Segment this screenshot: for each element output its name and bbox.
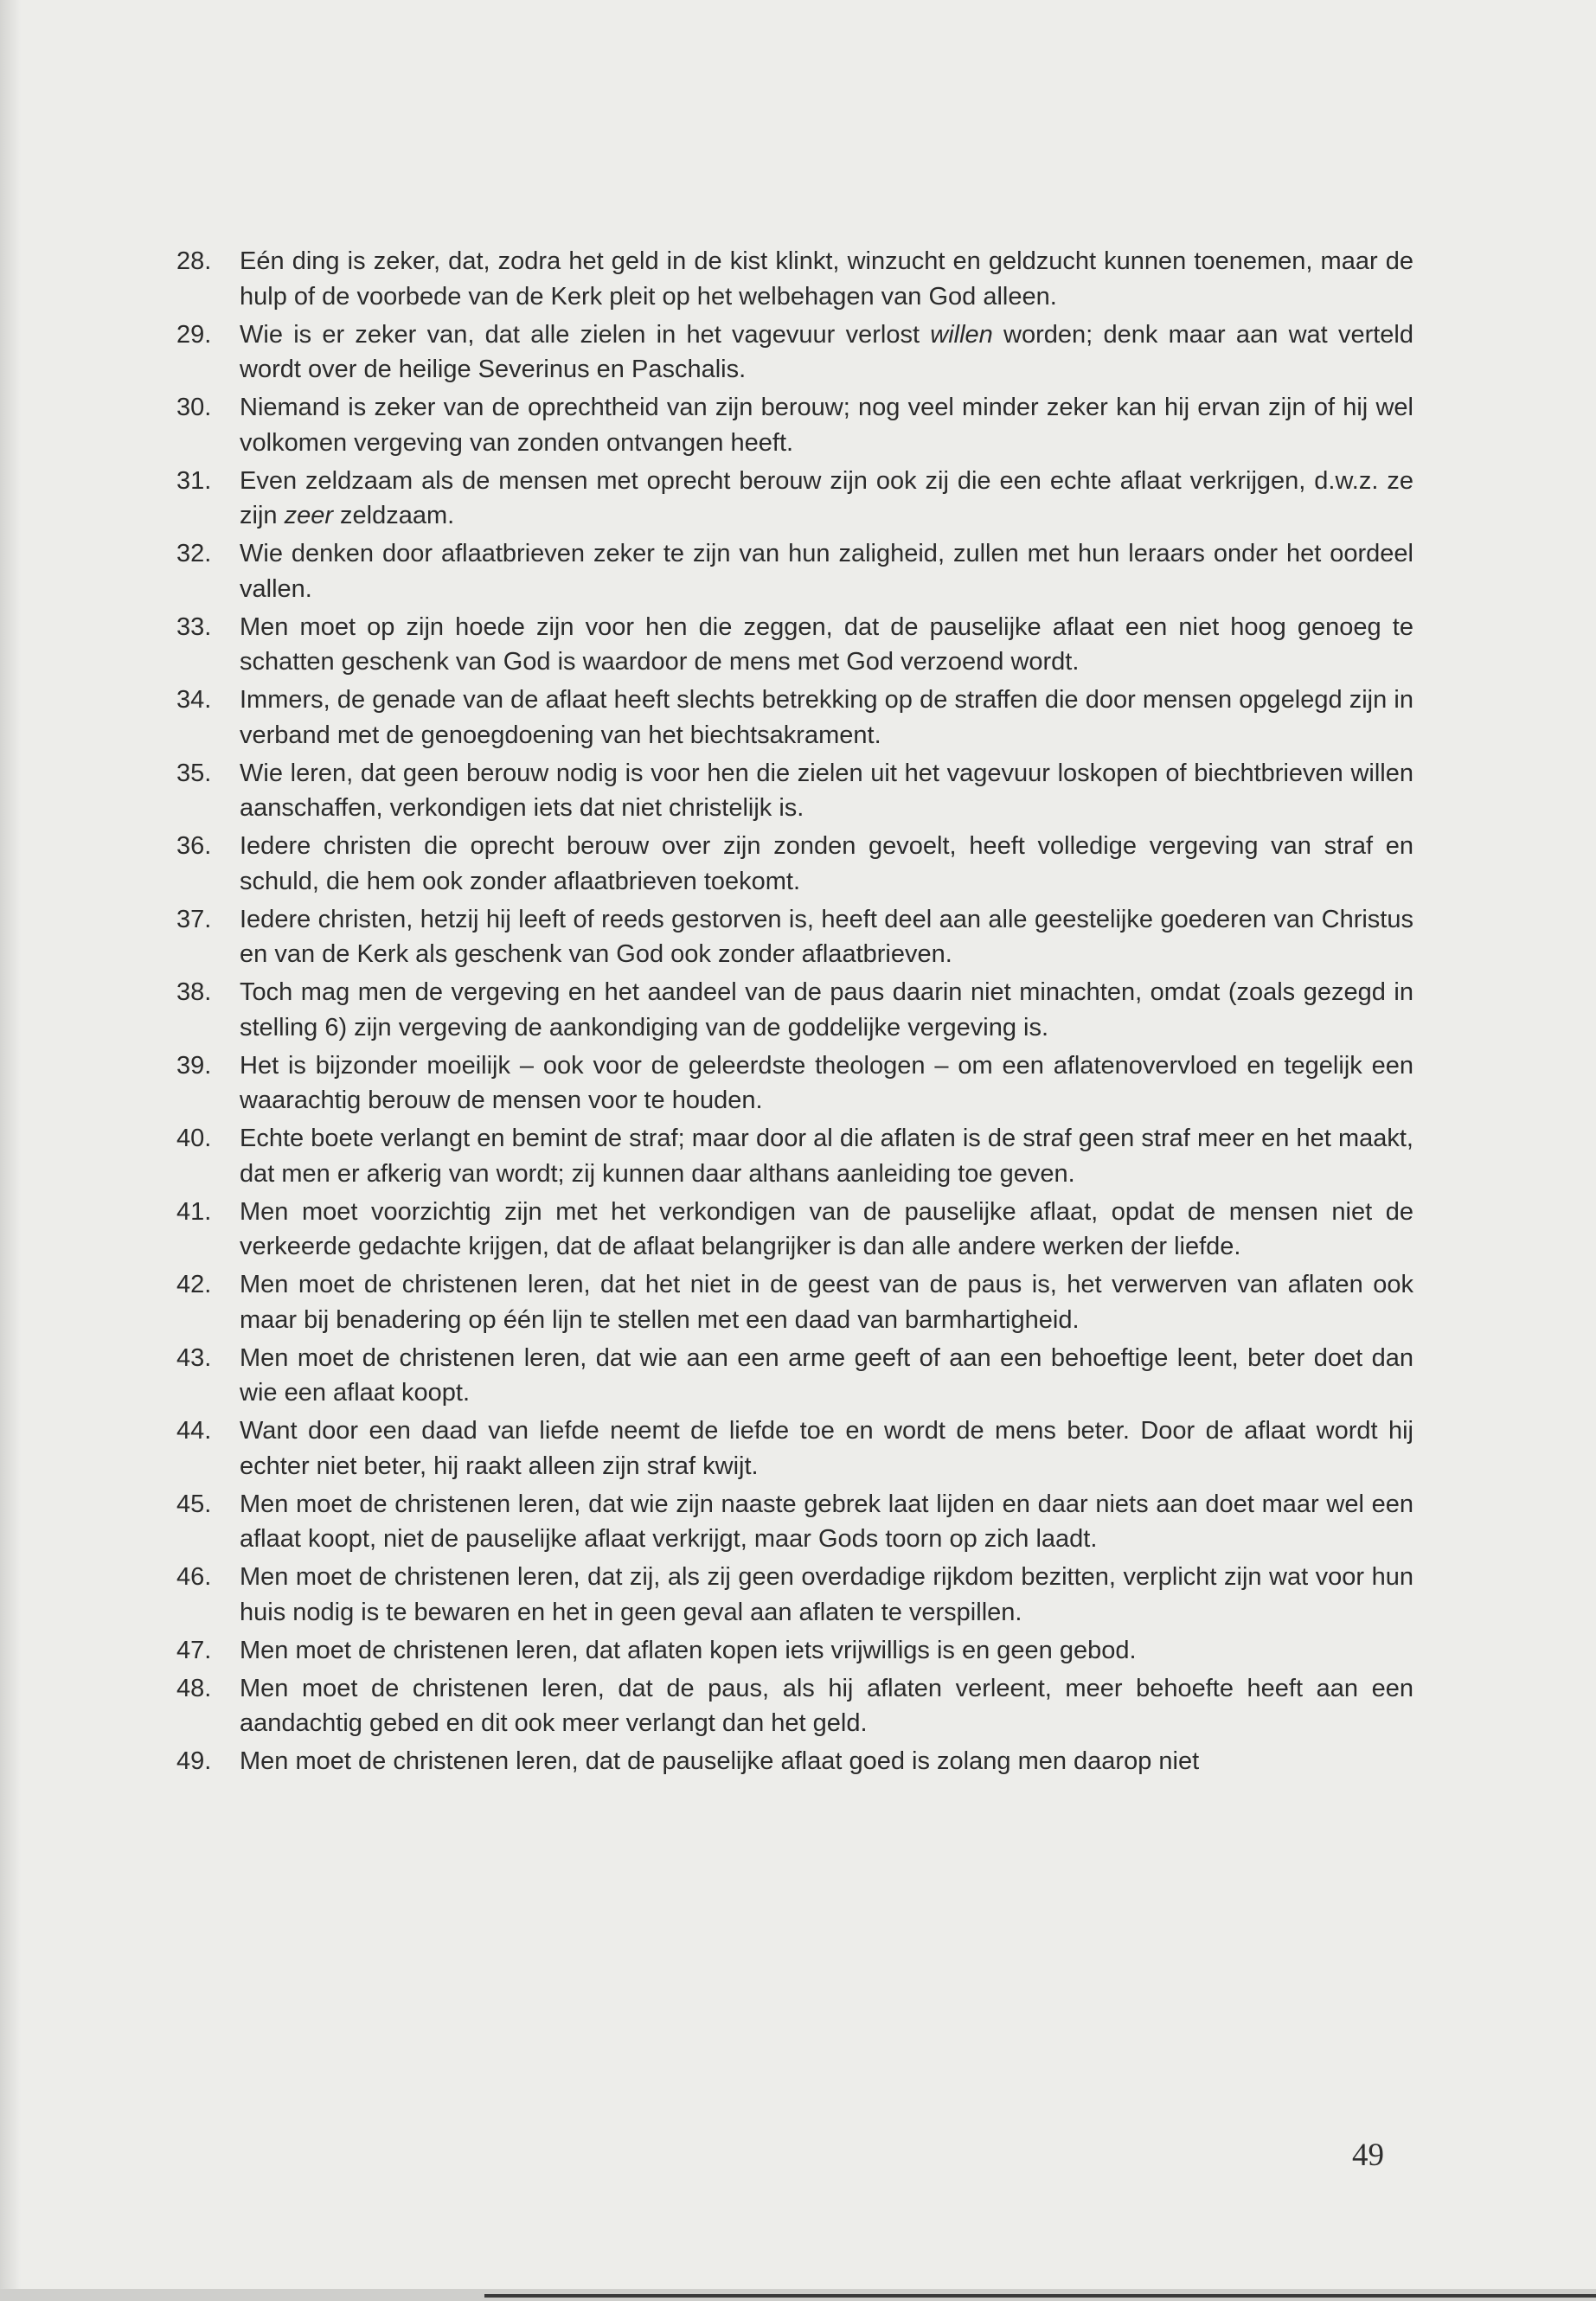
thesis-text-segment: Echte boete verlangt en bemint de straf; maar door al die aflaten is de straf geen straf meer en het maakt, dat men er afkerig van wordt; zij kunnen daar althans aanleiding toe geven. — [240, 1125, 1413, 1188]
thesis-number: 46. — [176, 1563, 212, 1591]
thesis-number: 44. — [176, 1417, 212, 1445]
thesis-text-segment: Men moet de christenen leren, dat aflaten kopen iets vrijwilligs is en geen gebod. — [240, 1636, 1137, 1664]
thesis-text — [240, 394, 1413, 457]
thesis-item — [176, 1267, 1413, 1337]
thesis-text-segment: zeldzaam. — [333, 502, 455, 529]
thesis-number: 47. — [176, 1636, 212, 1664]
thesis-item — [176, 317, 1413, 388]
thesis-text — [240, 1271, 1413, 1334]
thesis-text-segment: Toch mag men de vergeving en het aandeel van de paus daarin niet minachten, omdat (zoals gezegd in stelling 6) zijn vergeving de aankondiging van de goddelijke vergeving is. — [240, 978, 1413, 1042]
thesis-text — [240, 1417, 1413, 1480]
thesis-item — [176, 829, 1413, 899]
thesis-text-segment: Men moet op zijn hoede zijn voor hen die zeggen, dat de pauselijke aflaat een niet hoog genoeg te schatten geschenk van God is waardoor de mens met God verzoend wordt. — [240, 612, 1413, 676]
thesis-text — [240, 1490, 1413, 1554]
thesis-item — [176, 1744, 1413, 1779]
thesis-text — [240, 1344, 1413, 1407]
thesis-text — [240, 1198, 1413, 1261]
thesis-text — [240, 978, 1413, 1042]
thesis-item — [176, 390, 1413, 460]
thesis-item — [176, 1048, 1413, 1118]
thesis-text-segment: Men moet de christenen leren, dat de pauselijke aflaat goed is zolang men daarop niet — [240, 1747, 1200, 1775]
thesis-text — [240, 1563, 1413, 1626]
thesis-item — [176, 1341, 1413, 1411]
thesis-text-segment: Want door een daad van liefde neemt de liefde toe en wordt de mens beter. Door de aflaat wordt hij echter niet beter, hij raakt alleen zijn straf kwijt. — [240, 1417, 1413, 1480]
thesis-text-segment: Men moet de christenen leren, dat wie aan een arme geeft of aan een behoeftige leent, beter doet dan wie een aflaat koopt. — [240, 1343, 1413, 1407]
thesis-text — [240, 321, 1413, 384]
thesis-item — [176, 610, 1413, 680]
thesis-text-segment: Men moet de christenen leren, dat het niet in de geest van de paus is, het verwerven van aflaten ook maar bij benadering op één lijn te stellen met een daad van barmhartigheid. — [240, 1271, 1413, 1334]
thesis-number: 32. — [176, 540, 212, 567]
thesis-item — [176, 902, 1413, 972]
thesis-text-segment: worden; denk maar aan wat verteld wordt over de heilige Severinus en Paschalis. — [240, 320, 1413, 383]
thesis-item — [176, 975, 1413, 1045]
thesis-text-segment: Wie denken door aflaatbrieven zeker te zijn van hun zaligheid, zullen met hun leraars onder het oordeel vallen. — [240, 540, 1413, 603]
thesis-text — [240, 540, 1413, 603]
thesis-text — [240, 1125, 1413, 1188]
thesis-number: 39. — [176, 1051, 212, 1080]
thesis-number: 31. — [176, 466, 212, 495]
thesis-item — [176, 464, 1413, 534]
thesis-item — [176, 756, 1413, 826]
thesis-text-segment: Men moet de christenen leren, dat de paus, als hij aflaten verleent, meer behoefte heeft aan een aandachtig gebed en dit ook meer verlangt dan het geld. — [240, 1674, 1413, 1737]
thesis-number: 35. — [176, 759, 212, 787]
thesis-number: 28. — [176, 247, 212, 275]
thesis-item — [176, 1560, 1413, 1630]
thesis-text — [240, 1675, 1413, 1738]
thesis-text — [240, 832, 1413, 895]
thesis-item — [176, 1487, 1413, 1557]
thesis-emphasis: zeer — [284, 502, 333, 529]
page-number: 49 — [1352, 2138, 1384, 2173]
theses-list — [176, 244, 1413, 1782]
thesis-item — [176, 1633, 1413, 1669]
thesis-text-segment: Men moet de christenen leren, dat wie zijn naaste gebrek laat lijden en daar niets aan doet maar wel een aflaat koopt, niet de pauselijke aflaat verkrijgt, maar Gods toorn op zich laadt. — [240, 1490, 1413, 1553]
thesis-item — [176, 1195, 1413, 1265]
thesis-text — [240, 247, 1413, 311]
thesis-text-segment: Even zeldzaam als de mensen met oprecht berouw zijn ook zij die een echte aflaat verkrijgen, d.w.z. ze zijn — [240, 466, 1413, 529]
thesis-item — [176, 536, 1413, 606]
thesis-number: 42. — [176, 1271, 212, 1298]
thesis-number: 33. — [176, 612, 212, 641]
thesis-text — [240, 1052, 1413, 1115]
page-bottom-rule — [484, 2294, 1596, 2298]
thesis-text — [240, 1637, 1137, 1664]
thesis-number: 45. — [176, 1490, 212, 1518]
thesis-number: 43. — [176, 1343, 212, 1372]
thesis-text-segment: Iedere christen die oprecht berouw over zijn zonden gevoelt, heeft volledige vergeving van straf en schuld, die hem ook zonder aflaatbrieven toekomt. — [240, 832, 1413, 895]
thesis-item — [176, 1121, 1413, 1191]
thesis-number: 34. — [176, 686, 212, 714]
thesis-text-segment: Men moet de christenen leren, dat zij, als zij geen overdadige rijkdom bezitten, verplicht zijn wat voor hun huis nodig is te bewaren en het in geen geval aan aflaten te verspillen. — [240, 1563, 1413, 1626]
thesis-emphasis: willen — [930, 320, 993, 349]
thesis-text-segment: Iedere christen, hetzij hij leeft of reeds gestorven is, heeft deel aan alle geestelijke goederen van Christus en van de Kerk als geschenk van God ook zonder aflaatbrieven. — [240, 905, 1413, 968]
thesis-text-segment: Eén ding is zeker, dat, zodra het geld in de kist klinkt, winzucht en geldzucht kunnen toenemen, maar de hulp of de voorbede van de Kerk pleit op het welbehagen van God alleen. — [240, 247, 1413, 311]
thesis-text-segment: Niemand is zeker van de oprechtheid van zijn berouw; nog veel minder zeker kan hij ervan zijn of hij wel volkomen vergeving van zonden ontvangen heeft. — [240, 394, 1413, 457]
thesis-number: 48. — [176, 1674, 212, 1702]
thesis-number: 30. — [176, 394, 212, 421]
thesis-text-segment: Men moet voorzichtig zijn met het verkondigen van de pauselijke aflaat, opdat de mensen niet de verkeerde gedachte krijgen, dat de aflaat belangrijker is dan alle andere werken der liefde. — [240, 1197, 1413, 1260]
page-edge-shadow — [0, 0, 21, 2301]
thesis-number: 29. — [176, 320, 212, 349]
thesis-number: 40. — [176, 1125, 212, 1152]
thesis-text — [240, 760, 1413, 823]
thesis-number: 38. — [176, 978, 212, 1006]
thesis-text-segment: Immers, de genade van de aflaat heeft slechts betrekking op de straffen die door mensen opgelegd zijn in verband met de genoegdoening van het biechtsakrament. — [240, 686, 1413, 749]
thesis-number: 49. — [176, 1747, 212, 1775]
thesis-text — [240, 1747, 1199, 1775]
thesis-number: 36. — [176, 832, 212, 860]
thesis-text — [240, 467, 1413, 530]
thesis-item — [176, 1413, 1413, 1484]
thesis-text — [240, 906, 1413, 969]
thesis-item — [176, 1671, 1413, 1741]
thesis-item — [176, 244, 1413, 314]
thesis-text — [240, 613, 1413, 676]
thesis-number: 37. — [176, 905, 212, 933]
thesis-text-segment: Het is bijzonder moeilijk – ook voor de geleerdste theologen – om een aflatenovervloed en tegelijk een waarachtig berouw de mensen voor te houden. — [240, 1051, 1413, 1114]
thesis-text-segment: Wie is er zeker van, dat alle zielen in het vagevuur verlost — [240, 320, 931, 349]
thesis-text — [240, 686, 1413, 749]
thesis-number: 41. — [176, 1197, 212, 1226]
thesis-item — [176, 683, 1413, 753]
thesis-text-segment: Wie leren, dat geen berouw nodig is voor hen die zielen uit het vagevuur loskopen of biechtbrieven willen aanschaffen, verkondigen iets dat niet christelijk is. — [240, 759, 1413, 822]
